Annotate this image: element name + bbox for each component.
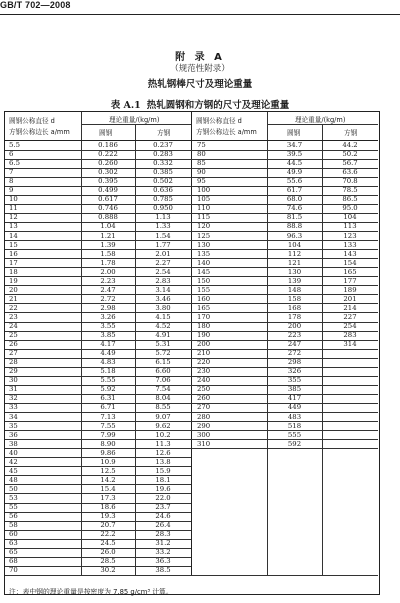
left-round-cell: 0.888 bbox=[98, 213, 118, 222]
left-square-cell: 12.6 bbox=[155, 448, 171, 457]
right-round-cell: 74.6 bbox=[286, 204, 303, 213]
right-size-cell: 220 bbox=[197, 358, 211, 367]
square-header-left: 方钢 bbox=[157, 129, 171, 137]
right-round-cell: 49.9 bbox=[286, 168, 303, 177]
left-square-cell: 5.31 bbox=[155, 340, 171, 349]
left-round-cell: 30.2 bbox=[100, 566, 116, 575]
right-size-cell: 120 bbox=[197, 222, 211, 231]
right-round-cell: 483 bbox=[287, 412, 302, 421]
left-square-cell: 1.77 bbox=[155, 240, 171, 249]
round-header-right: 圆钢 bbox=[287, 129, 301, 137]
left-size-cell: 22 bbox=[9, 303, 18, 312]
left-round-cell: 24.5 bbox=[100, 539, 116, 548]
left-size-cell: 10 bbox=[9, 195, 18, 204]
table-note: 注：表中钢的理论重量是按密度为 7.85 g/cm³ 计算。 bbox=[9, 588, 173, 596]
left-square-cell: 6.60 bbox=[155, 367, 171, 376]
left-size-cell: 17 bbox=[9, 258, 18, 267]
right-size-cell: 100 bbox=[197, 186, 211, 195]
left-size-cell: 55 bbox=[9, 503, 18, 511]
left-square-cell: 13.8 bbox=[155, 457, 171, 466]
left-size-cell: 70 bbox=[9, 566, 18, 575]
left-round-cell: 6.31 bbox=[100, 394, 116, 403]
left-square-cell: 0.237 bbox=[153, 141, 173, 149]
left-size-cell: 58 bbox=[9, 521, 18, 530]
appendix-subtitle: （规范性附录） bbox=[170, 64, 230, 74]
left-size-cell: 18 bbox=[9, 267, 18, 276]
left-size-cell: 20 bbox=[9, 285, 18, 294]
right-size-cell: 90 bbox=[197, 168, 206, 177]
right-size-cell: 140 bbox=[197, 258, 211, 267]
left-square-cell: 7.54 bbox=[155, 385, 171, 394]
right-round-cell: 223 bbox=[287, 331, 302, 340]
size-weight-table bbox=[4, 111, 380, 595]
left-size-cell: 27 bbox=[9, 349, 18, 358]
right-round-cell: 44.5 bbox=[286, 159, 303, 168]
left-size-cell: 13 bbox=[9, 222, 18, 231]
right-round-cell: 130 bbox=[287, 267, 302, 276]
right-square-cell: 214 bbox=[343, 303, 357, 312]
right-square-cell: 254 bbox=[343, 322, 357, 330]
header-subline bbox=[267, 124, 378, 125]
left-square-cell: 9.62 bbox=[155, 421, 171, 430]
left-square-cell: 0.636 bbox=[153, 186, 173, 195]
left-size-cell: 12 bbox=[9, 213, 18, 222]
left-round-cell: 14.2 bbox=[100, 475, 116, 484]
left-size-cell: 11 bbox=[9, 204, 18, 213]
block-divider bbox=[191, 112, 192, 576]
appendix-heading: 热轧钢棒尺寸及理论重量 bbox=[147, 79, 253, 90]
left-square-cell: 2.27 bbox=[155, 258, 171, 267]
left-round-cell: 4.83 bbox=[100, 358, 116, 367]
left-square-cell: 18.1 bbox=[155, 475, 171, 484]
right-round-cell: 96.3 bbox=[286, 231, 303, 240]
left-round-cell: 7.13 bbox=[100, 412, 116, 421]
right-size-cell: 260 bbox=[197, 394, 211, 403]
left-size-cell: 8 bbox=[9, 177, 14, 186]
right-size-cell: 300 bbox=[197, 430, 211, 439]
left-square-cell: 7.06 bbox=[155, 376, 171, 385]
left-round-cell: 0.617 bbox=[98, 195, 118, 204]
left-size-cell: 30 bbox=[9, 376, 18, 385]
left-size-cell: 24 bbox=[9, 322, 18, 330]
left-size-cell: 23 bbox=[9, 312, 18, 321]
left-round-cell: 7.55 bbox=[100, 421, 116, 430]
right-square-cell: 50.2 bbox=[342, 150, 358, 159]
header-rule bbox=[0, 14, 400, 15]
left-round-cell: 0.222 bbox=[98, 150, 118, 159]
left-square-cell: 1.54 bbox=[155, 231, 171, 240]
left-size-cell: 6.5 bbox=[9, 159, 20, 168]
left-size-cell: 15 bbox=[9, 240, 18, 249]
right-square-cell: 283 bbox=[343, 331, 357, 340]
header-subline bbox=[81, 124, 191, 125]
size-header-right-line1: 圆钢公称直径 d bbox=[196, 117, 242, 125]
left-round-cell: 0.746 bbox=[98, 204, 118, 213]
right-square-cell: 78.5 bbox=[342, 186, 358, 195]
right-size-cell: 135 bbox=[197, 249, 211, 258]
left-square-cell: 15.9 bbox=[155, 466, 171, 475]
left-round-cell: 0.499 bbox=[98, 186, 118, 195]
left-size-cell: 65 bbox=[9, 548, 18, 557]
right-size-cell: 95 bbox=[197, 177, 206, 186]
round-header-left: 圆钢 bbox=[99, 129, 113, 137]
right-square-cell: 165 bbox=[343, 267, 357, 276]
left-square-cell: 0.950 bbox=[153, 204, 173, 213]
right-square-cell: 113 bbox=[343, 222, 357, 231]
left-round-cell: 9.86 bbox=[100, 448, 116, 457]
left-round-cell: 0.186 bbox=[98, 141, 118, 149]
left-round-cell: 1.39 bbox=[100, 240, 116, 249]
left-round-cell: 5.18 bbox=[100, 367, 116, 376]
left-size-cell: 19 bbox=[9, 276, 18, 285]
left-round-cell: 2.47 bbox=[100, 285, 116, 294]
left-size-cell: 25 bbox=[9, 331, 18, 340]
right-round-cell: 417 bbox=[287, 394, 302, 403]
left-square-cell: 33.2 bbox=[155, 548, 171, 557]
left-size-cell: 26 bbox=[9, 340, 18, 349]
left-round-cell: 6.71 bbox=[100, 403, 116, 412]
left-square-cell: 0.785 bbox=[153, 195, 173, 204]
right-size-cell: 115 bbox=[197, 213, 211, 222]
left-size-cell: 48 bbox=[9, 475, 18, 484]
right-square-cell: 104 bbox=[343, 213, 357, 222]
table-caption-number: 表 A.1 bbox=[110, 100, 141, 111]
left-round-cell: 10.9 bbox=[100, 457, 116, 466]
right-round-cell: 81.5 bbox=[286, 213, 303, 222]
left-size-cell: 63 bbox=[9, 539, 18, 548]
right-size-cell: 210 bbox=[197, 349, 211, 358]
weight-header-right: 理论重量/(kg/m) bbox=[295, 116, 346, 124]
left-size-cell: 68 bbox=[9, 557, 18, 566]
left-square-cell: 10.2 bbox=[155, 430, 171, 439]
left-square-cell: 36.3 bbox=[155, 557, 171, 566]
left-square-cell: 3.80 bbox=[155, 303, 171, 312]
left-square-cell: 3.14 bbox=[155, 285, 171, 294]
left-size-cell: 50 bbox=[9, 484, 18, 493]
left-round-cell: 1.21 bbox=[100, 231, 116, 240]
left-size-cell: 31 bbox=[9, 385, 18, 394]
left-size-cell: 6 bbox=[9, 150, 14, 159]
left-round-cell: 3.85 bbox=[100, 331, 116, 340]
right-round-cell: 168 bbox=[287, 303, 302, 312]
right-square-cell: 143 bbox=[343, 249, 357, 258]
right-size-cell: 230 bbox=[197, 367, 211, 376]
right-size-cell: 105 bbox=[197, 195, 211, 204]
right-size-cell: 310 bbox=[197, 439, 211, 448]
right-square-cell: 123 bbox=[343, 231, 357, 240]
right-size-cell: 85 bbox=[197, 159, 206, 168]
right-round-cell: 104 bbox=[287, 240, 302, 249]
right-square-cell: 44.2 bbox=[342, 141, 358, 149]
left-square-cell: 24.6 bbox=[155, 512, 171, 521]
left-round-cell: 17.3 bbox=[100, 493, 116, 502]
size-header-right-line2: 方钢公称边长 a/mm bbox=[196, 128, 257, 136]
left-size-cell: 5.5 bbox=[9, 141, 20, 149]
right-round-cell: 385 bbox=[287, 385, 302, 394]
left-round-cell: 2.23 bbox=[100, 276, 116, 285]
size-header-line1: 圆钢公称直径 d bbox=[9, 117, 55, 125]
left-round-cell: 0.302 bbox=[98, 168, 118, 177]
left-square-cell: 19.6 bbox=[155, 484, 171, 493]
left-square-cell: 2.54 bbox=[155, 267, 171, 276]
header-bottom-line bbox=[5, 140, 378, 141]
left-round-cell: 2.98 bbox=[100, 303, 116, 312]
left-round-cell: 2.72 bbox=[100, 294, 116, 303]
right-round-cell: 139 bbox=[287, 276, 302, 285]
right-square-cell: 133 bbox=[343, 240, 357, 249]
table-caption-text: 热轧圆钢和方钢的尺寸及理论重量 bbox=[146, 100, 290, 111]
right-round-cell: 298 bbox=[287, 358, 302, 367]
right-round-cell: 449 bbox=[287, 403, 302, 412]
right-round-cell: 592 bbox=[287, 439, 302, 448]
left-size-cell: 34 bbox=[9, 412, 18, 421]
left-square-cell: 9.07 bbox=[155, 412, 171, 421]
left-square-cell: 8.04 bbox=[155, 394, 171, 403]
right-round-cell: 555 bbox=[287, 430, 302, 439]
left-square-cell: 1.13 bbox=[155, 213, 171, 222]
left-round-cell: 8.90 bbox=[100, 439, 116, 448]
body-bottom-line bbox=[5, 575, 378, 576]
left-square-cell: 1.33 bbox=[155, 222, 171, 231]
weight-header-left: 理论重量/(kg/m) bbox=[109, 116, 160, 124]
right-size-cell: 80 bbox=[197, 150, 206, 159]
right-size-cell: 125 bbox=[197, 231, 211, 240]
left-square-cell: 8.55 bbox=[155, 403, 171, 412]
right-round-cell: 247 bbox=[287, 340, 302, 349]
right-size-cell: 130 bbox=[197, 240, 211, 249]
right-square-cell: 314 bbox=[343, 340, 357, 349]
left-square-cell: 0.283 bbox=[153, 150, 173, 159]
left-round-cell: 3.26 bbox=[100, 312, 116, 321]
right-square-cell: 189 bbox=[343, 285, 357, 294]
right-size-cell: 250 bbox=[197, 385, 211, 394]
right-square-cell: 201 bbox=[343, 294, 357, 303]
left-size-cell: 16 bbox=[9, 249, 18, 258]
left-round-cell: 19.3 bbox=[100, 512, 116, 521]
left-round-cell: 22.2 bbox=[100, 530, 116, 539]
left-size-cell: 38 bbox=[9, 439, 18, 448]
left-square-cell: 28.3 bbox=[155, 530, 171, 539]
right-round-cell: 200 bbox=[287, 322, 302, 330]
left-square-cell: 4.91 bbox=[155, 331, 171, 340]
left-square-cell: 38.5 bbox=[155, 566, 171, 575]
left-round-cell: 4.17 bbox=[100, 340, 116, 349]
right-square-cell: 154 bbox=[343, 258, 357, 267]
right-round-cell: 355 bbox=[287, 376, 302, 385]
left-round-cell: 15.4 bbox=[100, 484, 116, 493]
left-square-cell: 0.385 bbox=[153, 168, 173, 177]
left-round-cell: 7.99 bbox=[100, 430, 116, 439]
right-round-cell: 121 bbox=[287, 258, 302, 267]
left-round-cell: 4.49 bbox=[100, 349, 116, 358]
left-size-cell: 36 bbox=[9, 430, 18, 439]
left-size-cell: 7 bbox=[9, 168, 14, 177]
square-header-right: 方钢 bbox=[344, 129, 358, 137]
left-size-cell: 42 bbox=[9, 457, 18, 466]
left-size-cell: 29 bbox=[9, 367, 18, 376]
right-size-cell: 170 bbox=[197, 312, 211, 321]
left-square-cell: 0.502 bbox=[153, 177, 173, 186]
right-size-cell: 180 bbox=[197, 322, 211, 330]
left-square-cell: 5.72 bbox=[155, 349, 171, 358]
right-square-cell: 177 bbox=[343, 276, 357, 285]
right-round-cell: 61.7 bbox=[286, 186, 303, 195]
left-size-cell: 40 bbox=[9, 448, 18, 457]
left-square-cell: 26.4 bbox=[155, 521, 171, 530]
left-size-cell: 28 bbox=[9, 358, 18, 367]
left-square-cell: 31.2 bbox=[155, 539, 171, 548]
right-square-cell: 70.8 bbox=[342, 177, 358, 186]
left-square-cell: 4.15 bbox=[155, 312, 171, 321]
right-square-cell: 227 bbox=[343, 312, 357, 321]
left-size-cell: 56 bbox=[9, 512, 18, 521]
left-round-cell: 12.5 bbox=[100, 466, 116, 475]
right-size-cell: 280 bbox=[197, 412, 211, 421]
right-round-cell: 178 bbox=[287, 312, 302, 321]
left-square-cell: 3.46 bbox=[155, 294, 171, 303]
right-round-cell: 148 bbox=[287, 285, 302, 294]
right-size-cell: 145 bbox=[197, 267, 211, 276]
right-round-cell: 55.6 bbox=[286, 177, 303, 186]
right-size-cell: 270 bbox=[197, 403, 211, 412]
left-size-cell: 9 bbox=[9, 186, 14, 195]
right-size-cell: 160 bbox=[197, 294, 211, 303]
left-size-cell: 32 bbox=[9, 394, 18, 403]
left-round-cell: 28.5 bbox=[100, 557, 116, 566]
right-round-cell: 272 bbox=[287, 349, 302, 358]
left-round-cell: 1.58 bbox=[100, 249, 116, 258]
left-size-cell: 14 bbox=[9, 231, 18, 240]
left-size-cell: 21 bbox=[9, 294, 18, 303]
left-size-cell: 33 bbox=[9, 403, 18, 412]
right-round-cell: 34.7 bbox=[286, 141, 303, 149]
right-size-cell: 240 bbox=[197, 376, 211, 385]
right-round-cell: 39.5 bbox=[286, 150, 303, 159]
appendix-title: 附 录 A bbox=[175, 52, 225, 63]
right-round-cell: 112 bbox=[287, 249, 302, 258]
left-round-cell: 26.0 bbox=[100, 548, 116, 557]
right-size-cell: 165 bbox=[197, 303, 211, 312]
right-round-cell: 158 bbox=[287, 294, 302, 303]
right-round-cell: 68.0 bbox=[286, 195, 303, 204]
left-round-cell: 20.7 bbox=[100, 521, 116, 530]
right-round-cell: 326 bbox=[287, 367, 302, 376]
left-round-cell: 0.260 bbox=[98, 159, 118, 168]
right-size-cell: 200 bbox=[197, 340, 211, 349]
right-size-cell: 190 bbox=[197, 331, 211, 340]
left-round-cell: 2.00 bbox=[100, 267, 116, 276]
left-round-cell: 5.55 bbox=[100, 376, 116, 385]
right-square-cell: 63.6 bbox=[342, 168, 358, 177]
standard-code: GB/T 702—2008 bbox=[0, 0, 71, 10]
left-square-cell: 11.3 bbox=[155, 439, 171, 448]
right-size-cell: 150 bbox=[197, 276, 211, 285]
left-round-cell: 1.78 bbox=[100, 258, 116, 267]
left-round-cell: 5.92 bbox=[100, 385, 116, 394]
left-square-cell: 22.0 bbox=[155, 493, 171, 502]
left-square-cell: 0.332 bbox=[153, 159, 173, 168]
left-square-cell: 2.01 bbox=[155, 249, 171, 258]
table-caption bbox=[0, 97, 400, 111]
right-round-cell: 88.8 bbox=[286, 222, 303, 231]
right-size-cell: 290 bbox=[197, 421, 211, 430]
left-square-cell: 4.52 bbox=[155, 322, 171, 330]
left-square-cell: 2.83 bbox=[155, 276, 171, 285]
left-round-cell: 18.6 bbox=[100, 503, 116, 511]
left-size-cell: 60 bbox=[9, 530, 18, 539]
right-size-cell: 75 bbox=[197, 141, 206, 149]
right-square-cell: 56.7 bbox=[342, 159, 358, 168]
left-round-cell: 3.55 bbox=[100, 322, 116, 330]
left-size-cell: 35 bbox=[9, 421, 18, 430]
left-size-cell: 45 bbox=[9, 466, 18, 475]
row-line bbox=[191, 448, 378, 449]
size-header-line2: 方钢公称边长 a/mm bbox=[9, 128, 70, 136]
left-square-cell: 23.7 bbox=[155, 503, 171, 511]
left-square-cell: 6.15 bbox=[155, 358, 171, 367]
left-round-cell: 1.04 bbox=[100, 222, 116, 231]
right-square-cell: 86.5 bbox=[342, 195, 358, 204]
left-size-cell: 53 bbox=[9, 493, 18, 502]
right-size-cell: 155 bbox=[197, 285, 211, 294]
right-size-cell: 110 bbox=[197, 204, 211, 213]
right-round-cell: 518 bbox=[287, 421, 302, 430]
left-round-cell: 0.395 bbox=[98, 177, 118, 186]
right-square-cell: 95.0 bbox=[342, 204, 358, 213]
